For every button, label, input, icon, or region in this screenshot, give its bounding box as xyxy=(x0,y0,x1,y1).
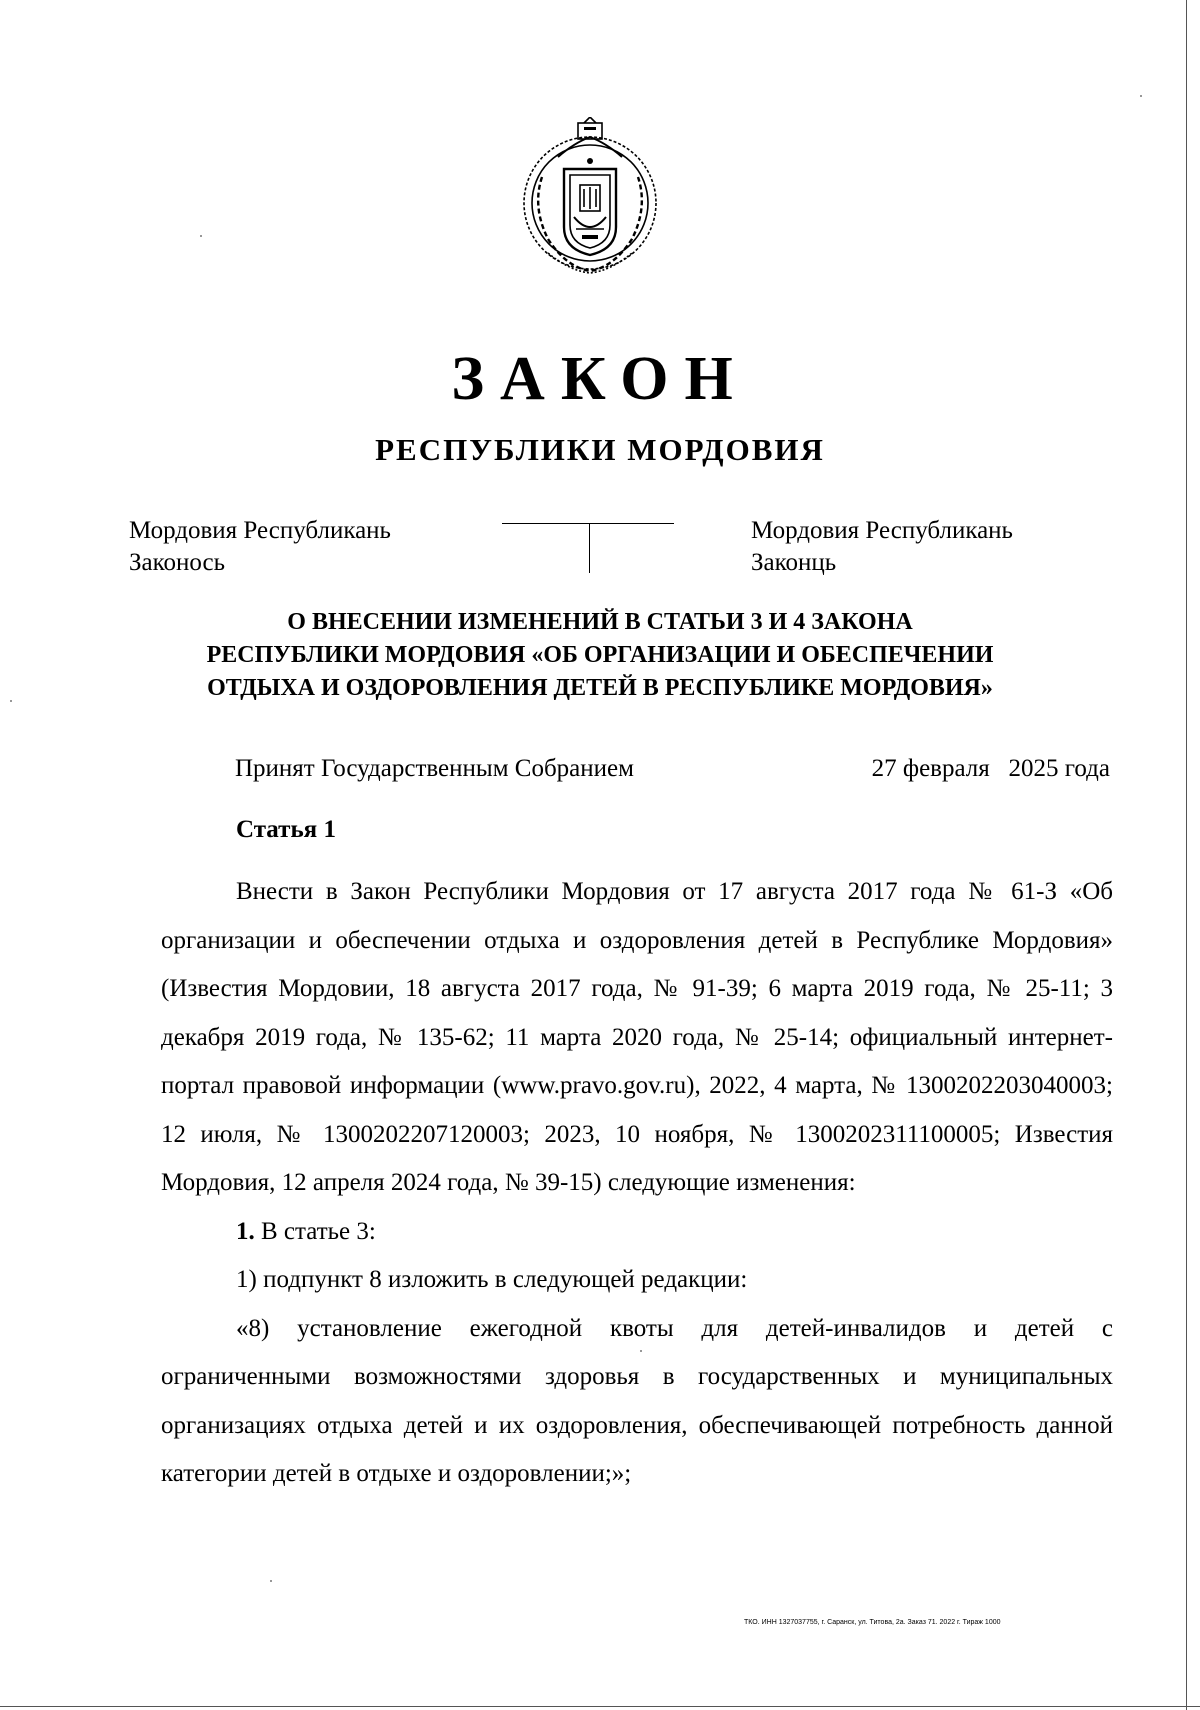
article-heading: Статья 1 xyxy=(236,816,336,843)
header-divider-vertical xyxy=(589,523,590,573)
issuer-name: РЕСПУБЛИКИ МОРДОВИЯ xyxy=(375,432,825,467)
adoption-line xyxy=(235,755,1110,783)
adoption-date: 27 февраля 2025 года xyxy=(871,755,1110,782)
scan-border-bottom xyxy=(0,1706,1200,1707)
scan-speck xyxy=(1140,95,1142,97)
scan-speck xyxy=(200,235,202,237)
scan-speck xyxy=(10,700,12,702)
scan-speck xyxy=(640,1350,642,1352)
quoted-amendment-paragraph: «8) установление ежегодной квоты для детей-инвалидов и детей с ограниченными возможностями здоровья в государственных и муниципальных организациях отдыха детей и их оздоровления, обеспечивающей потребность данной категории детей в отдыхе и оздоровлении;»; xyxy=(161,1314,1113,1487)
scan-border-right xyxy=(1186,0,1187,1710)
subject-line-3: ОТДЫХА И ОЗДОРОВЛЕНИЯ ДЕТЕЙ В РЕСПУБЛИКЕ МОРДОВИЯ» xyxy=(207,675,993,701)
article-intro-paragraph: Внести в Закон Республики Мордовия от 17 августа 2017 года № 61-З «Об организации и обеспечении отдыха и оздоровления детей в Республике Мордовия» (Известия Мордовии, 18 августа 2017 года, № 91-39; 6 марта 2019 года, № 25-11; 3 декабря 2019 года, № 135-62; 11 марта 2020 года, № 25-14; официальный интернет-портал правовой информации (www.pravo.gov.ru), 2022, 4 марта, № 1300202203040003; 12 июля, № 1300202207120003; 2023, 10 ноября, № 1300202311100005; Известия Мордовия, 12 апреля 2024 года, № 39-15) следующие изменения: xyxy=(161,878,1113,1196)
subject-line-2: РЕСПУБЛИКИ МОРДОВИЯ «ОБ ОРГАНИЗАЦИИ И ОБЕСПЕЧЕНИИ xyxy=(206,642,994,668)
moksha-name-line-1: Мордовия Республикань xyxy=(129,517,391,544)
subpoint-paragraph: 1) подпункт 8 изложить в следующей редакции: xyxy=(236,1266,748,1293)
erzya-name-block xyxy=(751,515,1013,579)
erzya-name-line-2: Законць xyxy=(751,549,837,576)
scan-speck xyxy=(270,1580,272,1582)
moksha-name-block xyxy=(129,515,391,579)
subject-line-1: О ВНЕСЕНИИ ИЗМЕНЕНИЙ В СТАТЬИ 3 И 4 ЗАКОНА xyxy=(287,609,913,635)
law-subject-title xyxy=(0,606,1200,705)
article-body xyxy=(161,868,1113,1499)
printer-imprint: ТКО. ИНН 1327037755, г. Саранск, ул. Титова, 2а. Заказ 71. 2022 г. Тираж 1000 xyxy=(744,1619,1001,1626)
adoption-text: Принят Государственным Собранием xyxy=(235,755,634,782)
moksha-name-line-2: Законось xyxy=(129,549,225,576)
point-text: В статье 3: xyxy=(254,1217,376,1245)
document-type-title: ЗАКОН xyxy=(451,345,749,413)
point-number: 1. xyxy=(236,1217,255,1245)
erzya-name-line-1: Мордовия Республикань xyxy=(751,517,1013,544)
header-divider-horizontal xyxy=(502,523,674,524)
coat-of-arms-emblem xyxy=(518,117,662,281)
point-1-paragraph xyxy=(161,1208,1113,1257)
